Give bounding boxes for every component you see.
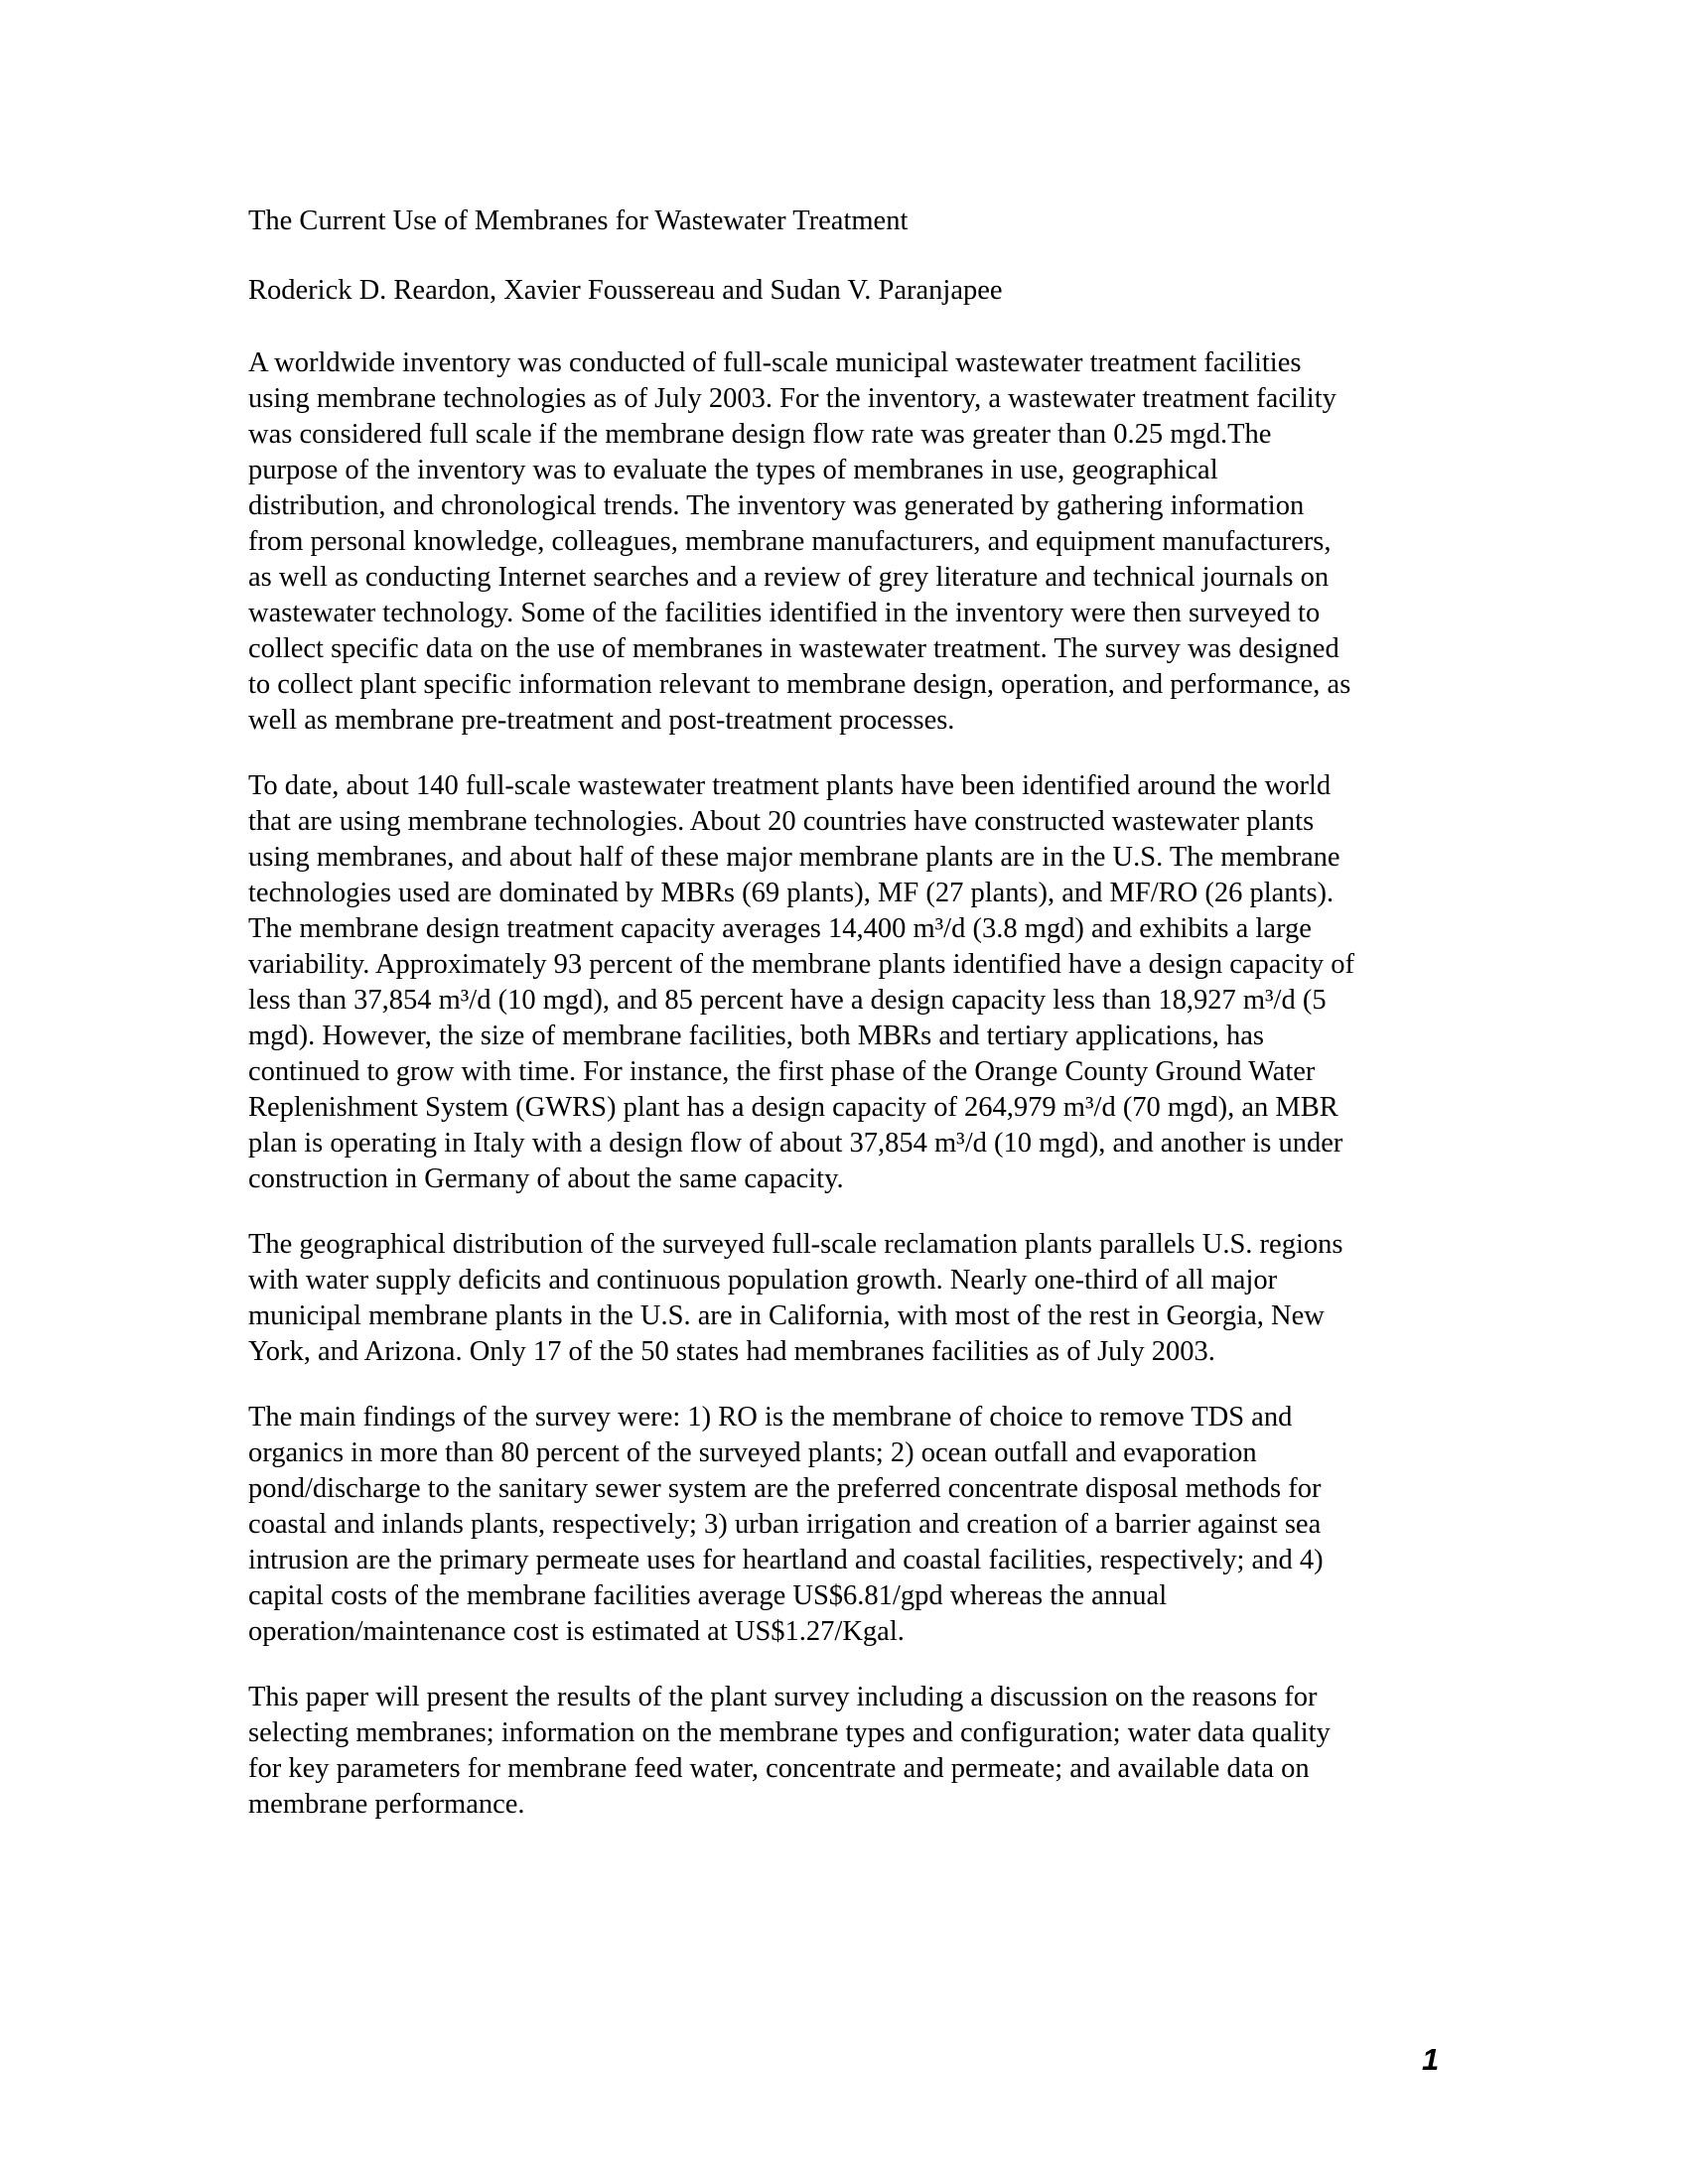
- text-line: organics in more than 80 percent of the surveyed plants; 2) ocean outfall and evaporation: [248, 1437, 1257, 1468]
- text-line: to collect plant specific information relevant to membrane design, operation, and performance, as: [248, 669, 1351, 700]
- text-line: was considered full scale if the membrane design flow rate was greater than 0.25 mgd.The: [248, 419, 1272, 450]
- paragraph-paper-scope: [248, 1680, 1354, 1823]
- text-line: with water supply deficits and continuous population growth. Nearly one-third of all major: [248, 1265, 1278, 1296]
- text-line: purpose of the inventory was to evaluate the types of membranes in use, geographical: [248, 455, 1218, 485]
- text-line: variability. Approximately 93 percent of the membrane plants identified have a design capacity of: [248, 949, 1355, 980]
- text-line: The geographical distribution of the surveyed full-scale reclamation plants parallels U.S. regions: [248, 1229, 1343, 1260]
- text-line: collect specific data on the use of membranes in wastewater treatment. The survey was designed: [248, 633, 1339, 664]
- text-line: using membranes, and about half of these major membrane plants are in the U.S. The membrane: [248, 842, 1340, 873]
- text-line: that are using membrane technologies. About 20 countries have constructed wastewater plants: [248, 806, 1315, 837]
- text-line: continued to grow with time. For instance, the first phase of the Orange County Ground Water: [248, 1056, 1316, 1087]
- text-line: York, and Arizona. Only 17 of the 50 states had membranes facilities as of July 2003.: [248, 1336, 1215, 1367]
- paragraph-abstract: [248, 345, 1354, 739]
- text-line: A worldwide inventory was conducted of full-scale municipal wastewater treatment facilities: [248, 347, 1302, 378]
- text-line: construction in Germany of about the same capacity.: [248, 1163, 844, 1194]
- paragraph-main-findings: [248, 1400, 1354, 1650]
- text-line: The main findings of the survey were: 1) RO is the membrane of choice to remove TDS and: [248, 1402, 1293, 1433]
- text-line: intrusion are the primary permeate uses for heartland and coastal facilities, respectively; and 4): [248, 1545, 1324, 1575]
- text-line: membrane performance.: [248, 1789, 525, 1820]
- text-line: distribution, and chronological trends. The inventory was generated by gathering information: [248, 490, 1305, 521]
- page-number: 1: [1422, 2042, 1440, 2077]
- text-line: less than 37,854 m³/d (10 mgd), and 85 percent have a design capacity less than 18,927 m³/d (5: [248, 985, 1327, 1016]
- text-line: capital costs of the membrane facilities average US$6.81/gpd whereas the annual: [248, 1580, 1168, 1611]
- text-line: for key parameters for membrane feed water, concentrate and permeate; and available data on: [248, 1753, 1310, 1784]
- text-line: mgd). However, the size of membrane facilities, both MBRs and tertiary applications, has: [248, 1021, 1264, 1051]
- text-line: This paper will present the results of the plant survey including a discussion on the reasons for: [248, 1682, 1318, 1712]
- text-line: plan is operating in Italy with a design flow of about 37,854 m³/d (10 mgd), and another is under: [248, 1128, 1343, 1159]
- text-block: [248, 204, 1354, 1852]
- text-line: operation/maintenance cost is estimated at US$1.27/Kgal.: [248, 1616, 905, 1647]
- paper-title: The Current Use of Membranes for Wastewater Treatment: [248, 205, 909, 236]
- paragraph-geographical-distribution: [248, 1227, 1354, 1370]
- text-line: using membrane technologies as of July 2003. For the inventory, a wastewater treatment facility: [248, 383, 1336, 414]
- text-line: municipal membrane plants in the U.S. are in California, with most of the rest in Georgia, New: [248, 1300, 1325, 1331]
- paragraph-inventory-results: [248, 768, 1354, 1197]
- text-line: To date, about 140 full-scale wastewater treatment plants have been identified around the world: [248, 770, 1332, 801]
- text-line: The membrane design treatment capacity averages 14,400 m³/d (3.8 mgd) and exhibits a large: [248, 913, 1312, 944]
- text-line: selecting membranes; information on the membrane types and configuration; water data quality: [248, 1717, 1331, 1748]
- text-line: Replenishment System (GWRS) plant has a design capacity of 264,979 m³/d (70 mgd), an MBR: [248, 1092, 1338, 1123]
- text-line: wastewater technology. Some of the facilities identified in the inventory were then surveyed to: [248, 598, 1321, 628]
- text-line: pond/discharge to the sanitary sewer system are the preferred concentrate disposal methods for: [248, 1473, 1322, 1504]
- text-line: coastal and inlands plants, respectively; 3) urban irrigation and creation of a barrier against sea: [248, 1509, 1322, 1540]
- text-line: from personal knowledge, colleagues, membrane manufacturers, and equipment manufacturers,: [248, 526, 1332, 557]
- text-line: technologies used are dominated by MBRs (69 plants), MF (27 plants), and MF/RO (26 plants).: [248, 878, 1335, 908]
- text-line: as well as conducting Internet searches and a review of grey literature and technical journals on: [248, 562, 1330, 593]
- text-line: well as membrane pre-treatment and post-treatment processes.: [248, 705, 955, 736]
- authors-line: Roderick D. Reardon, Xavier Foussereau and Sudan V. Paranjapee: [248, 275, 1003, 306]
